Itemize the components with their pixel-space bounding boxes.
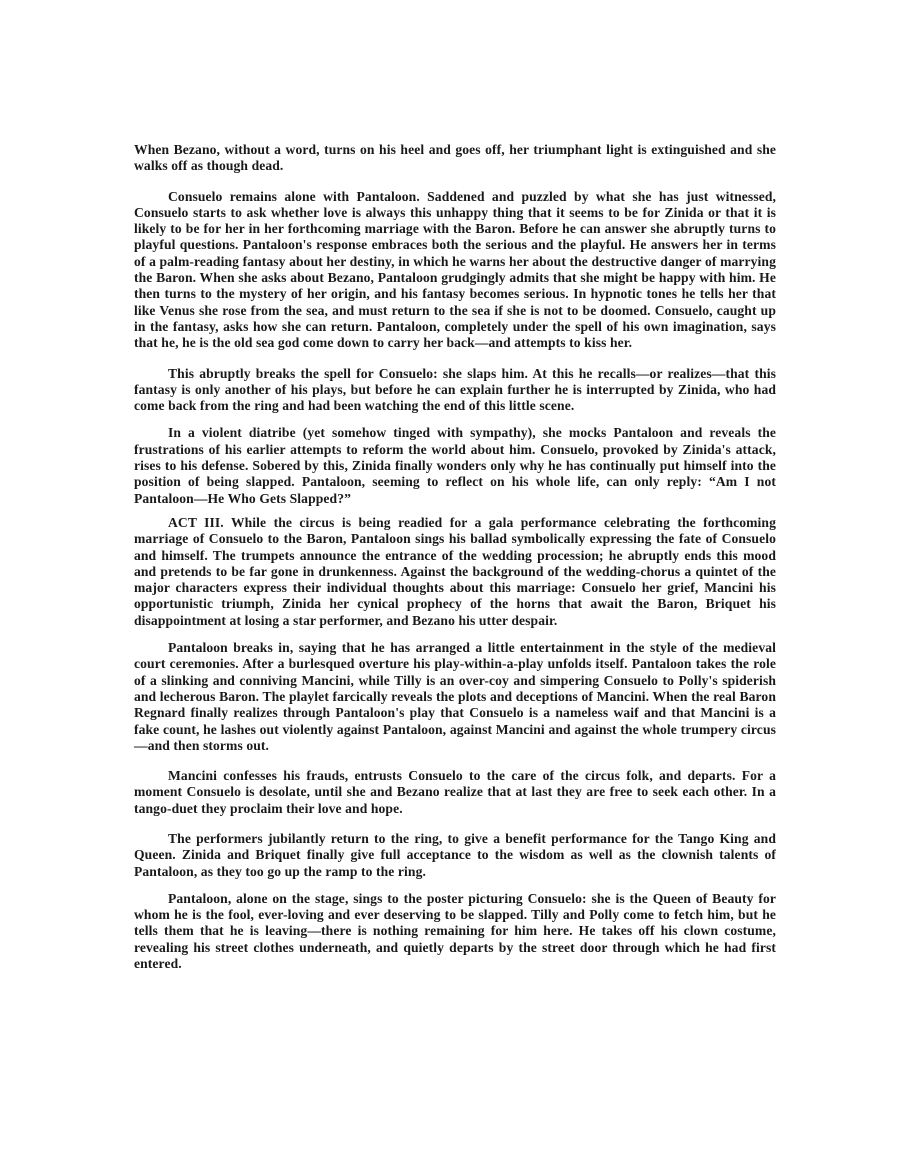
paragraph-4: In a violent diatribe (yet somehow tinged with sympathy), she mocks Pantaloon and reveals the frustrations of his earlier attempts to reform the world about him. Consuelo, provoked by Zinida's attack, rises to his defense. Sobered by this, Zinida finally wonders only why he has continually put himself into the position of being slapped. Pantaloon, seeming to reflect on his whole life, can only reply: “Am I not Pantaloon—He Who Gets Slapped?” — [134, 425, 776, 506]
paragraph-3: This abruptly breaks the spell for Consuelo: she slaps him. At this he recalls—or realizes—that this fantasy is only another of his plays, but before he can explain further he is interrupted by Zinida, who had come back from the ring and had been watching the end of this little scene. — [134, 365, 776, 414]
paragraph-7: Mancini confesses his frauds, entrusts Consuelo to the care of the circus folk, and departs. For a moment Consuelo is desolate, until she and Bezano realize that at last they are free to seek each other. In a tango-duet they proclaim their love and hope. — [134, 768, 776, 816]
body-text — [134, 142, 776, 972]
paragraph-9: Pantaloon, alone on the stage, sings to the poster picturing Consuelo: she is the Queen of Beauty for whom he is the fool, ever-loving and ever deserving to be slapped. Tilly and Polly come to fetch him, but he tells them that he is leaving—there is nothing remaining for him here. He takes off his clown costume, revealing his street clothes underneath, and quietly departs by the street door through which he had first entered. — [134, 890, 776, 972]
paragraph-2: Consuelo remains alone with Pantaloon. Saddened and puzzled by what she has just witnessed, Consuelo starts to ask whether love is always this unhappy thing that it seems to be for Zinida or that it is likely to be for her in her forthcoming marriage with the Baron. Before he can answer she abruptly turns to playful questions. Pantaloon's response embraces both the serious and the playful. He answers her in terms of a palm-reading fantasy about her destiny, in which he warns her about the destructive danger of marrying the Baron. When she asks about Bezano, Pantaloon grudgingly admits that she might be happy with him. He then turns to the mystery of her origin, and his fantasy becomes serious. In hypnotic tones he tells her that like Venus she rose from the sea, and must return to the sea if she is not to be doomed. Consuelo, caught up in the fantasy, asks how she can return. Pantaloon, completely under the spell of his own imagination, says that he, he is the old sea god come down to carry her back—and attempts to kiss her. — [134, 188, 776, 351]
paragraph-1: When Bezano, without a word, turns on his heel and goes off, her triumphant light is extinguished and she walks off as though dead. — [134, 142, 776, 174]
paragraph-5: ACT III. While the circus is being readied for a gala performance celebrating the forthcoming marriage of Consuelo to the Baron, Pantaloon sings his ballad symbolically expressing the fate of Consuelo and himself. The trumpets announce the entrance of the wedding procession; he abruptly ends this mood and pretends to be far gone in drunkenness. Against the background of the wedding-chorus a quintet of the major characters express their individual thoughts about this marriage: Consuelo her grief, Mancini his opportunistic triumph, Zinida her cynical prophecy of the horns that await the Baron, Briquet his disappointment at losing a star performer, and Bezano his utter despair. — [134, 514, 776, 628]
paragraph-6: Pantaloon breaks in, saying that he has arranged a little entertainment in the style of the medieval court ceremonies. After a burlesqued overture his play-within-a-play unfolds itself. Pantaloon takes the role of a slinking and conniving Mancini, while Tilly is an over-coy and simpering Consuelo to Polly's spiderish and lecherous Baron. The playlet farcically reveals the plots and deceptions of Mancini. When the real Baron Regnard finally realizes through Pantaloon's play that Consuelo is a nameless waif and that Mancini is a fake count, he lashes out violently against Pantaloon, against Mancini and against the whole trumpery circus—and then storms out. — [134, 640, 776, 753]
paragraph-8: The performers jubilantly return to the ring, to give a benefit performance for the Tango King and Queen. Zinida and Briquet finally give full acceptance to the wisdom as well as the clownish talents of Pantaloon, as they too go up the ramp to the ring. — [134, 830, 776, 879]
